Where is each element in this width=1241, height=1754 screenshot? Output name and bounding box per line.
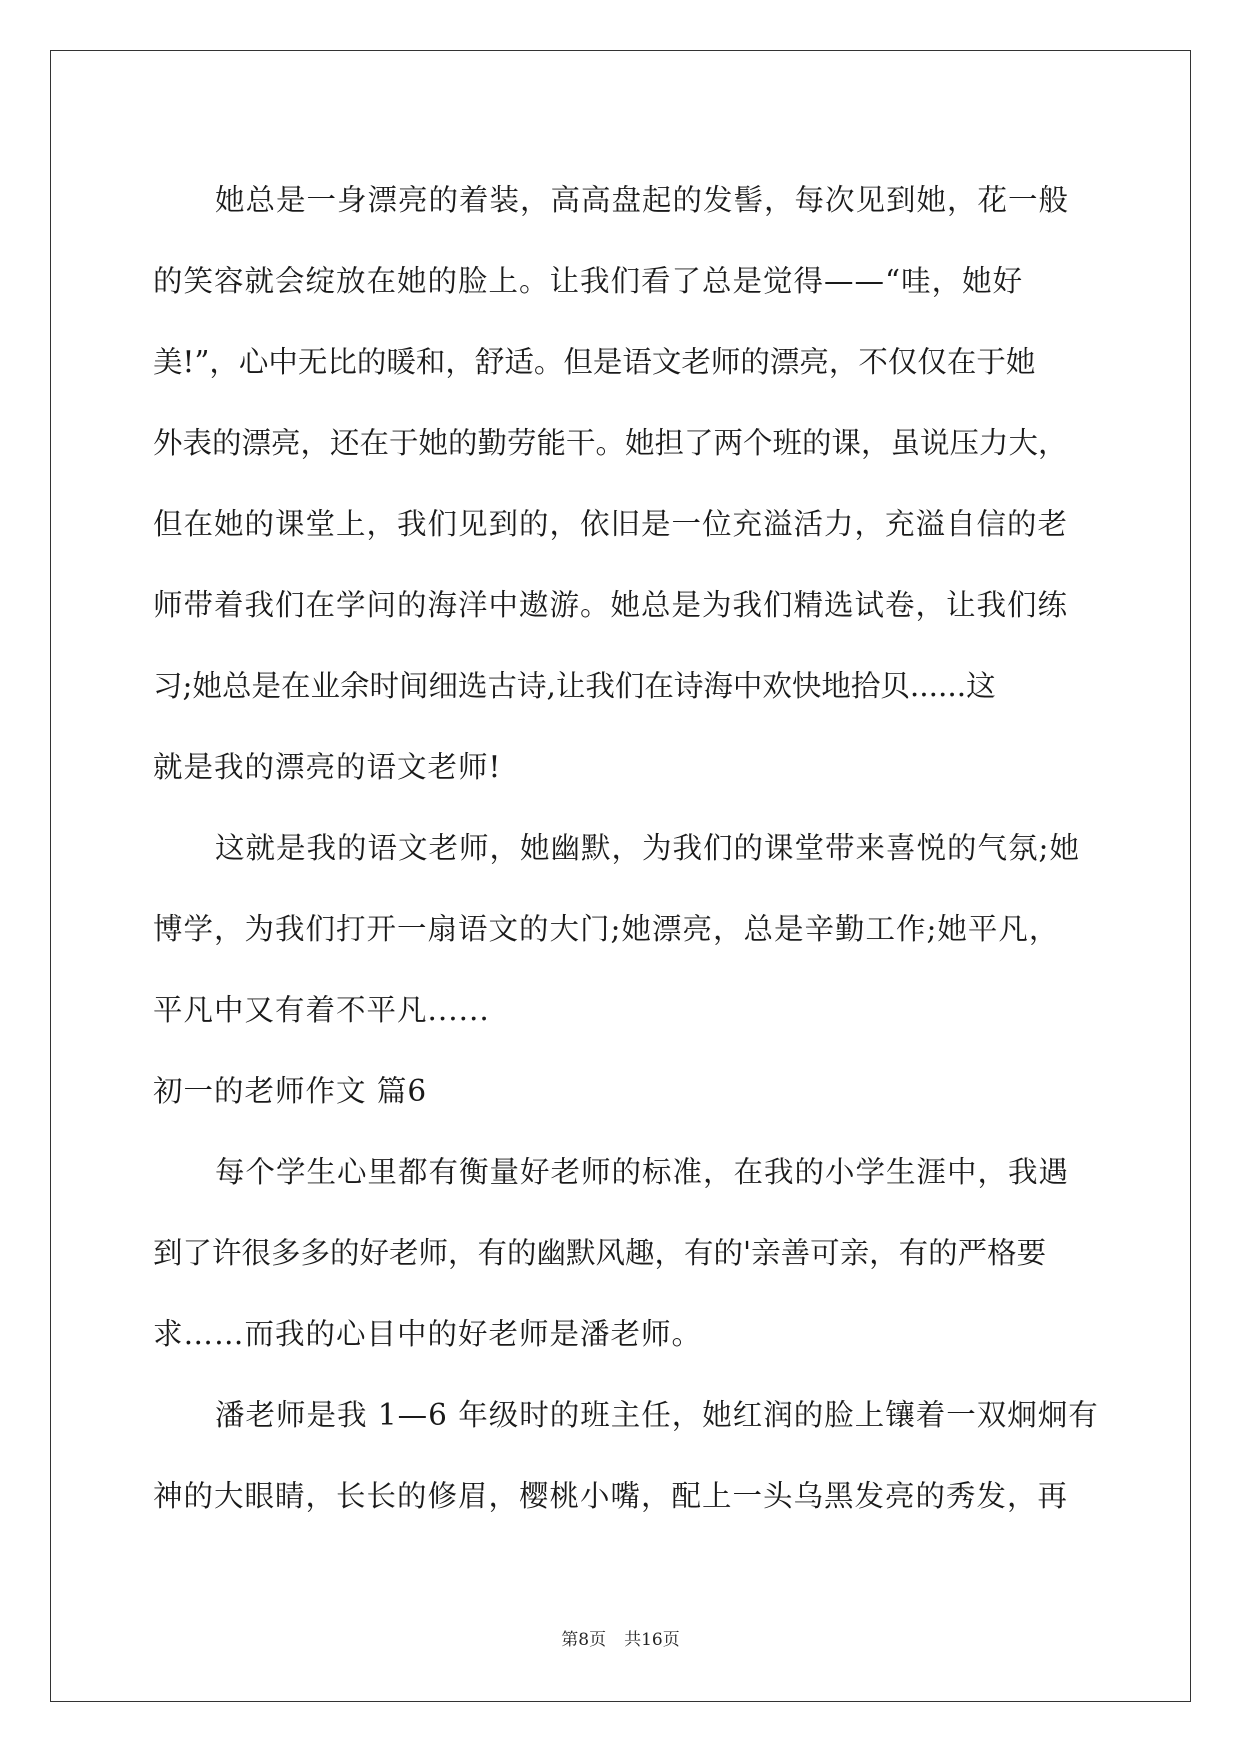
paragraph-line: 到了许很多多的好老师，有的幽默风趣，有的'亲善可亲，有的严格要 — [153, 1236, 1047, 1270]
paragraph-line: 但在她的课堂上，我们见到的，依旧是一位充溢活力，充溢自信的老 — [153, 507, 1069, 541]
paragraph-line: 每个学生心里都有衡量好老师的标准，在我的小学生涯中，我遇 — [215, 1155, 1070, 1189]
paragraph-line: 美!”，心中无比的暖和，舒适。但是语文老师的漂亮，不仅仅在于她 — [153, 345, 1036, 379]
paragraph-line: 潘老师是我 1—6 年级时的班主任，她红润的脸上镶着一双炯炯有 — [215, 1398, 1099, 1432]
paragraph-line: 博学，为我们打开一扇语文的大门;她漂亮，总是辛勤工作;她平凡， — [153, 912, 1060, 946]
paragraph-line: 她总是一身漂亮的着装，高高盘起的发髻，每次见到她，花一般 — [215, 183, 1070, 217]
paragraph-line: 师带着我们在学问的海洋中遨游。她总是为我们精选试卷，让我们练 — [153, 588, 1069, 622]
paragraph-line: 求……而我的心目中的好老师是潘老师。 — [153, 1317, 703, 1351]
paragraph-line: 神的大眼睛，长长的修眉，樱桃小嘴，配上一头乌黑发亮的秀发，再 — [153, 1479, 1069, 1513]
paragraph-line: 就是我的漂亮的语文老师! — [153, 750, 502, 784]
paragraph-line: 平凡中又有着不平凡...... — [153, 993, 490, 1027]
section-heading: 初一的老师作文 篇6 — [153, 1074, 428, 1108]
page-footer — [0, 1628, 1241, 1652]
paragraph-line: 的笑容就会绽放在她的脸上。让我们看了总是觉得——“哇，她好 — [153, 264, 1024, 298]
page-total: 共16页 — [624, 1630, 680, 1650]
document-body — [153, 160, 1099, 1537]
paragraph-line: 这就是我的语文老师，她幽默，为我们的课堂带来喜悦的气氛;她 — [215, 831, 1080, 865]
page-number: 第8页 — [561, 1630, 607, 1650]
paragraph-line: 习;她总是在业余时间细选古诗,让我们在诗海中欢快地拾贝......这 — [153, 669, 996, 703]
paragraph-line: 外表的漂亮，还在于她的勤劳能干。她担了两个班的课，虽说压力大， — [153, 426, 1068, 460]
